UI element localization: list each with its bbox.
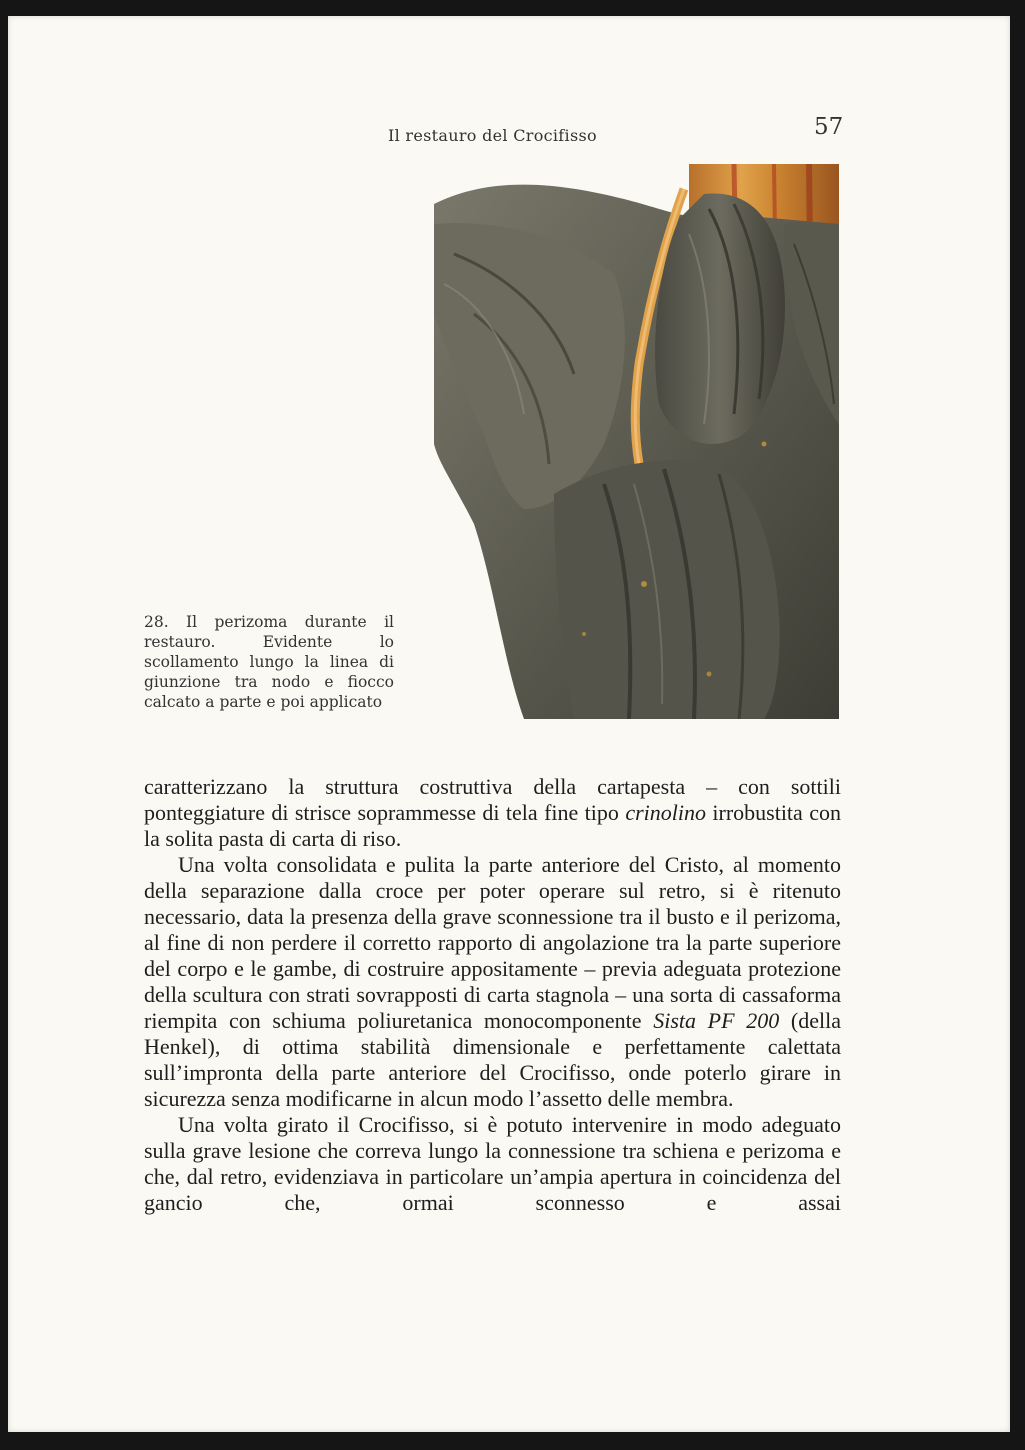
sculpture-photo-icon — [434, 164, 839, 719]
paragraph-3: Una volta girato il Crocifisso, si è potuto intervenire in modo adeguato sulla grave lesione che correva lungo la connessione tra schiena e perizoma e che, dal retro, evidenziava in particolare un’ampia apertura in coincidenza del gancio che, ormai sconnesso e assai — [144, 1112, 841, 1215]
paragraph-2-text-a: Una volta consolidata e pulita la parte anteriore del Cristo, al momento della separazione dalla croce per poter operare sul retro, si è ritenuto necessario, data la presenza della grave sconnessione tra il busto e il perizoma, al fine di non perdere il corretto rapporto di angolazione tra la parte superiore del corpo e le gambe, di costruire appositamente – previa adeguata protezione della scultura con strati sovrapposti di carta stagnola – una sorta di cassaforma riempita con schiuma poliuretanica monocomponente — [144, 852, 841, 1033]
book-page — [8, 16, 1010, 1432]
paragraph-1-text-a: caratterizzano la struttura costruttiva della cartapesta – con sottili ponteggiature di strisce soprammesse di tela fine tipo — [144, 774, 841, 825]
running-head: Il restauro del Crocifisso — [388, 126, 597, 145]
paragraph-2-text-b: (della Henkel), di ottima stabilità dimensionale e perfettamente calettata sull’impronta della parte anteriore del Crocifisso, onde poterlo girare in sicurezza senza modificarne in alcun modo l’assetto delle membra. — [144, 1008, 841, 1111]
page-number: 57 — [814, 114, 844, 140]
paragraph-1-italic: crinolino — [625, 800, 706, 825]
paragraph-1 — [144, 774, 841, 852]
paragraph-2 — [144, 852, 841, 1112]
body-text — [144, 774, 841, 1216]
paragraph-2-italic: Sista PF 200 — [653, 1008, 780, 1033]
paragraph-1-text-b: irrobustita con la solita pasta di carta di riso. — [144, 800, 841, 851]
figure-caption: 28. Il perizoma durante il restauro. Evidente lo scollamento lungo la linea di giunzione tra nodo e fiocco calcato a parte e poi applicato — [144, 613, 394, 711]
